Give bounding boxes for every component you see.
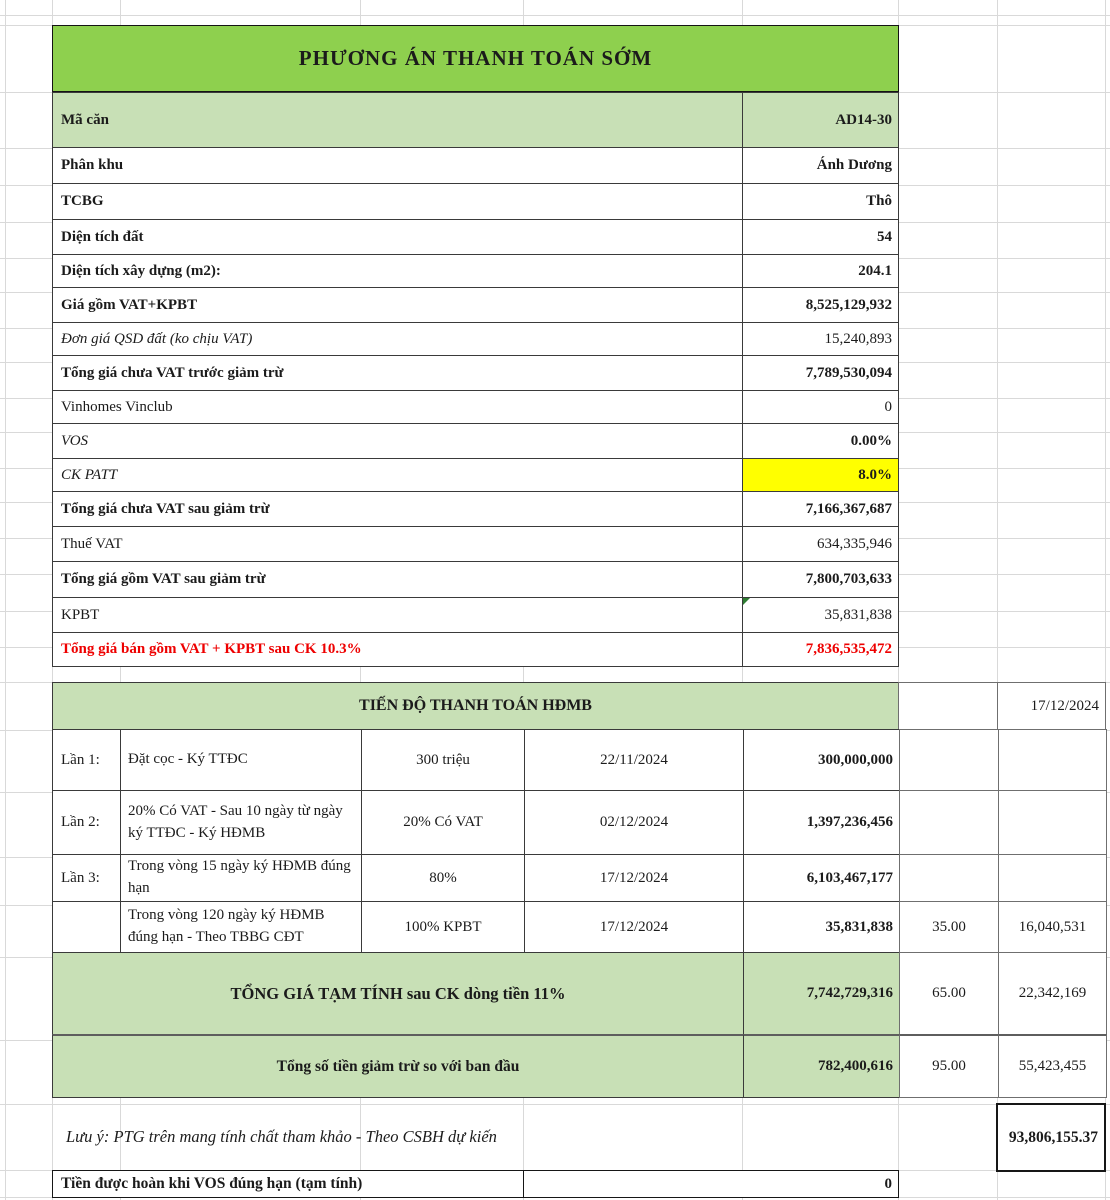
info-value-cell[interactable]: 0 bbox=[742, 390, 899, 424]
schedule-stage-cell[interactable]: Lần 1: bbox=[52, 729, 121, 791]
schedule-date-cell[interactable]: 22/11/2024 bbox=[524, 729, 744, 791]
info-label-cell[interactable]: Tổng giá gồm VAT sau giảm trừ bbox=[52, 561, 743, 598]
info-value-cell[interactable]: 7,800,703,633 bbox=[742, 561, 899, 598]
schedule-extra-cell[interactable]: 16,040,531 bbox=[998, 901, 1107, 953]
schedule-extra-cell[interactable] bbox=[899, 854, 999, 902]
page-title[interactable]: PHƯƠNG ÁN THANH TOÁN SỚM bbox=[52, 25, 899, 92]
schedule-pct-cell[interactable]: 20% Có VAT bbox=[361, 790, 525, 855]
info-value-cell[interactable]: 7,789,530,094 bbox=[742, 355, 899, 391]
schedule-extra-cell[interactable] bbox=[998, 729, 1107, 791]
schedule-extra-cell[interactable] bbox=[998, 854, 1107, 902]
info-value-cell[interactable]: 634,335,946 bbox=[742, 526, 899, 562]
info-label-cell[interactable]: Tổng giá chưa VAT sau giảm trừ bbox=[52, 491, 743, 527]
info-value-cell-total[interactable]: 7,836,535,472 bbox=[742, 632, 899, 667]
info-label-cell[interactable]: Phân khu bbox=[52, 147, 743, 184]
schedule-row bbox=[52, 729, 1107, 791]
schedule-desc-cell[interactable]: Đặt cọc - Ký TTĐC bbox=[120, 729, 362, 791]
schedule-amount-cell[interactable]: 1,397,236,456 bbox=[743, 790, 900, 855]
schedule-amount-cell[interactable]: 35,831,838 bbox=[743, 901, 900, 953]
table-row bbox=[52, 219, 899, 255]
info-value-cell[interactable]: Thô bbox=[742, 183, 899, 220]
refund-label-cell[interactable]: Tiền được hoàn khi VOS đúng hạn (tạm tính) bbox=[52, 1170, 524, 1198]
table-row bbox=[52, 322, 899, 356]
schedule-header-row bbox=[52, 682, 1107, 730]
table-row bbox=[52, 561, 899, 598]
total-amount-cell[interactable]: 7,742,729,316 bbox=[743, 952, 900, 1035]
schedule-stage-cell[interactable]: Lần 3: bbox=[52, 854, 121, 902]
note-text: Lưu ý: PTG trên mang tính chất tham khảo - Theo CSBH dự kiến bbox=[66, 1127, 497, 1146]
table-row bbox=[52, 147, 899, 184]
info-value-cell-highlighted[interactable]: 8.0% bbox=[742, 458, 899, 492]
table-row bbox=[52, 92, 899, 148]
schedule-amount-cell[interactable]: 6,103,467,177 bbox=[743, 854, 900, 902]
table-row bbox=[52, 287, 899, 323]
info-value-cell[interactable]: 0.00% bbox=[742, 423, 899, 459]
schedule-desc-cell[interactable]: Trong vòng 120 ngày ký HĐMB đúng hạn - Theo TBBG CĐT bbox=[120, 901, 362, 953]
info-value-cell[interactable] bbox=[742, 597, 899, 633]
schedule-extra-cell[interactable] bbox=[899, 729, 999, 791]
table-row bbox=[52, 632, 899, 667]
refund-row bbox=[52, 1170, 899, 1198]
table-row bbox=[52, 491, 899, 527]
note-value-cell[interactable]: 93,806,155.37 bbox=[996, 1103, 1106, 1172]
schedule-date-cell[interactable]: 02/12/2024 bbox=[524, 790, 744, 855]
schedule-extra-cell[interactable]: 65.00 bbox=[899, 952, 999, 1035]
info-label-cell[interactable]: TCBG bbox=[52, 183, 743, 220]
info-value-cell[interactable]: AD14-30 bbox=[742, 92, 899, 148]
table-row bbox=[52, 183, 899, 220]
table-row bbox=[52, 526, 899, 562]
info-value-cell[interactable]: 54 bbox=[742, 219, 899, 255]
info-label-cell[interactable]: Diện tích xây dựng (m2): bbox=[52, 254, 743, 288]
info-value: 35,831,838 bbox=[824, 606, 892, 623]
info-label-cell-total[interactable]: Tổng giá bán gồm VAT + KPBT sau CK 10.3% bbox=[52, 632, 743, 667]
info-table bbox=[52, 92, 899, 667]
schedule-date-cell[interactable]: 17/12/2024 bbox=[524, 854, 744, 902]
total-label-cell[interactable]: Tổng số tiền giảm trừ so với ban đầu bbox=[52, 1034, 744, 1098]
schedule-desc-cell[interactable]: 20% Có VAT - Sau 10 ngày từ ngày ký TTĐC - Ký HĐMB bbox=[120, 790, 362, 855]
schedule-pct-cell[interactable]: 80% bbox=[361, 854, 525, 902]
schedule-row bbox=[52, 790, 1107, 855]
info-label-cell[interactable]: VOS bbox=[52, 423, 743, 459]
schedule-extra-cell[interactable] bbox=[898, 682, 998, 730]
info-value-cell[interactable]: 8,525,129,932 bbox=[742, 287, 899, 323]
info-label-cell[interactable]: Đơn giá QSD đất (ko chịu VAT) bbox=[52, 322, 743, 356]
table-row bbox=[52, 390, 899, 424]
schedule-extra-cell[interactable]: 22,342,169 bbox=[998, 952, 1107, 1035]
total-label-cell[interactable]: TỔNG GIÁ TẠM TÍNH sau CK dòng tiền 11% bbox=[52, 952, 744, 1035]
table-row bbox=[52, 355, 899, 391]
info-label-cell[interactable]: Diện tích đất bbox=[52, 219, 743, 255]
info-label-cell[interactable]: KPBT bbox=[52, 597, 743, 633]
schedule-extra-cell[interactable]: 95.00 bbox=[899, 1034, 999, 1098]
info-value-cell[interactable]: 7,166,367,687 bbox=[742, 491, 899, 527]
schedule-extra-cell[interactable] bbox=[998, 790, 1107, 855]
schedule-amount-cell[interactable]: 300,000,000 bbox=[743, 729, 900, 791]
info-label-cell[interactable]: Giá gồm VAT+KPBT bbox=[52, 287, 743, 323]
table-row bbox=[52, 458, 899, 492]
total-amount-cell[interactable]: 782,400,616 bbox=[743, 1034, 900, 1098]
schedule-total-row bbox=[52, 952, 1107, 1035]
info-label-cell[interactable]: Thuế VAT bbox=[52, 526, 743, 562]
info-label-cell[interactable]: CK PATT bbox=[52, 458, 743, 492]
schedule-desc-cell[interactable]: Trong vòng 15 ngày ký HĐMB đúng hạn bbox=[120, 854, 362, 902]
schedule-header-cell[interactable]: TIẾN ĐỘ THANH TOÁN HĐMB bbox=[52, 682, 899, 730]
table-row bbox=[52, 254, 899, 288]
schedule-extra-cell[interactable]: 55,423,455 bbox=[998, 1034, 1107, 1098]
info-label-cell[interactable]: Mã căn bbox=[52, 92, 743, 148]
table-row bbox=[52, 423, 899, 459]
schedule-pct-cell[interactable]: 300 triệu bbox=[361, 729, 525, 791]
schedule-extra-cell[interactable] bbox=[899, 790, 999, 855]
schedule-date-cell[interactable]: 17/12/2024 bbox=[997, 682, 1106, 730]
schedule-stage-cell[interactable]: Lần 2: bbox=[52, 790, 121, 855]
schedule-total-row bbox=[52, 1034, 1107, 1098]
info-label-cell[interactable]: Tổng giá chưa VAT trước giảm trừ bbox=[52, 355, 743, 391]
schedule-stage-cell[interactable] bbox=[52, 901, 121, 953]
schedule-row bbox=[52, 854, 1107, 902]
refund-value-cell[interactable]: 0 bbox=[523, 1170, 899, 1198]
table-row bbox=[52, 597, 899, 633]
schedule-row bbox=[52, 901, 1107, 953]
info-value-cell[interactable]: 204.1 bbox=[742, 254, 899, 288]
schedule-pct-cell[interactable]: 100% KPBT bbox=[361, 901, 525, 953]
schedule-extra-cell[interactable]: 35.00 bbox=[899, 901, 999, 953]
schedule-table bbox=[52, 682, 1107, 1098]
schedule-date-cell[interactable]: 17/12/2024 bbox=[524, 901, 744, 953]
info-label-cell[interactable]: Vinhomes Vinclub bbox=[52, 390, 743, 424]
cell-corner-marker-icon bbox=[743, 598, 750, 605]
info-value-cell[interactable]: Ánh Dương bbox=[742, 147, 899, 184]
info-value-cell[interactable]: 15,240,893 bbox=[742, 322, 899, 356]
